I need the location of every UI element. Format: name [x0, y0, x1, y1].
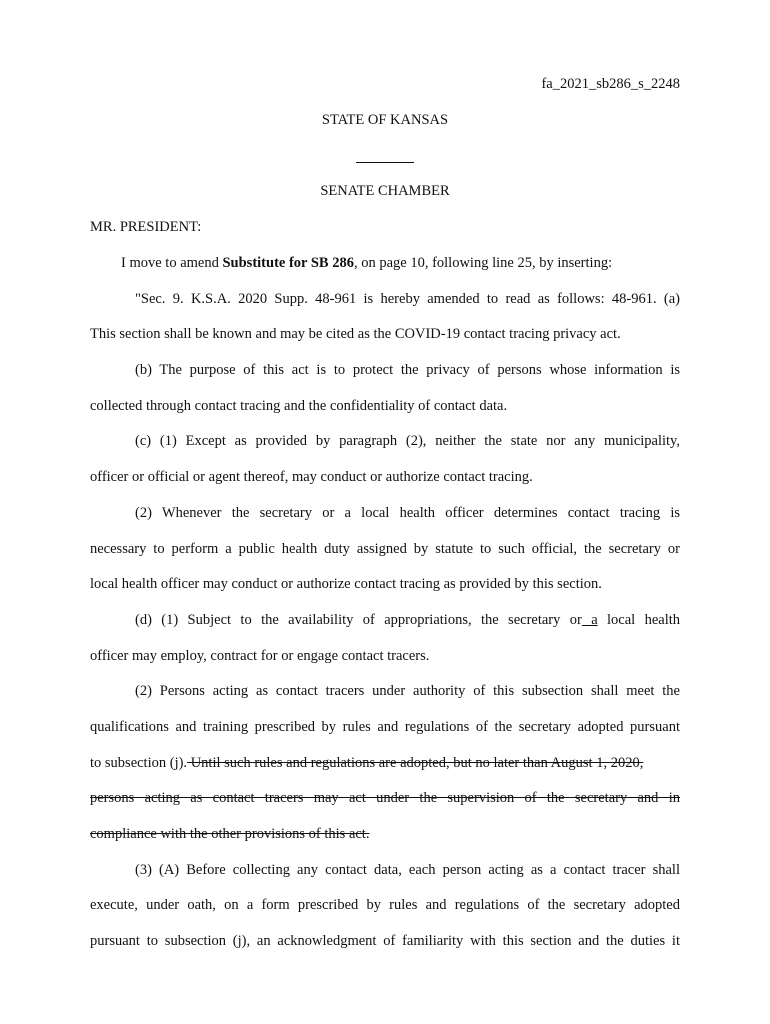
subsection-d3-line2: execute, under oath, on a form prescribed by rules and regulations of the secretary adopted — [90, 897, 680, 913]
subsection-c2-line1: (2) Whenever the secretary or a local health officer determines contact tracing is — [135, 505, 680, 521]
state-heading: STATE OF KANSAS — [321, 112, 449, 128]
motion-pre: I move to amend — [121, 255, 223, 271]
motion-line — [121, 254, 612, 272]
subsection-c1-line2: officer or official or agent thereof, may conduct or authorize contact tracing. — [90, 469, 533, 485]
chamber-heading: SENATE CHAMBER — [320, 183, 450, 199]
stricken-text-line5: compliance with the other provisions of this act. — [90, 826, 370, 842]
stricken-text-line4: persons acting as contact tracers may act under the supervision of the secretary and in — [90, 790, 680, 806]
subsection-c2-line2: necessary to perform a public health duty assigned by statute to such official, the secretary or — [90, 541, 680, 557]
sec9-line2: This section shall be known and may be cited as the COVID-19 contact tracing privacy act. — [90, 326, 621, 342]
subsection-d2-line3 — [90, 754, 643, 772]
subsection-d1-line1 — [135, 611, 680, 629]
d1-pre: (d) (1) Subject to the availability of appropriations, the secretary or — [135, 612, 582, 628]
subsection-d3-line1: (3) (A) Before collecting any contact data, each person acting as a contact tracer shall — [135, 862, 680, 878]
subsection-b-line1: (b) The purpose of this act is to protect the privacy of persons whose information is — [135, 362, 680, 378]
subsection-b-line2: collected through contact tracing and the confidentiality of contact data. — [90, 398, 508, 414]
subsection-c1-line1: (c) (1) Except as provided by paragraph (2), neither the state nor any municipality, — [135, 433, 680, 449]
inserted-comma: , — [246, 933, 251, 949]
subsection-c2-line3: local health officer may conduct or authorize contact tracing as provided by this section. — [90, 576, 602, 592]
stricken-text: Until such rules and regulations are adopted, but no later than August 1, 2020, — [187, 755, 644, 771]
d2-line3-pre: to subsection (j). — [90, 755, 188, 771]
d1-post: local health — [597, 612, 681, 628]
subsection-d2-line2: qualifications and training prescribed by rules and regulations of the secretary adopted pursuant — [90, 719, 680, 735]
subsection-d1-line2: officer may employ, contract for or engage contact tracers. — [90, 648, 430, 664]
subsection-d3-line3 — [90, 932, 680, 950]
salutation: MR. PRESIDENT: — [90, 219, 202, 235]
motion-post: , on page 10, following line 25, by inserting: — [353, 255, 613, 271]
inserted-text: a — [581, 612, 598, 628]
heading-divider — [356, 162, 414, 163]
subsection-d2-line1: (2) Persons acting as contact tracers under authority of this subsection shall meet the — [135, 683, 680, 699]
d3-post: an acknowledgment of familiarity with this section and the duties it — [250, 933, 680, 949]
document-id: fa_2021_sb286_s_2248 — [541, 76, 680, 92]
sec9-line1: "Sec. 9. K.S.A. 2020 Supp. 48-961 is hereby amended to read as follows: 48-961. (a) — [135, 291, 680, 307]
bill-name: Substitute for SB 286 — [222, 255, 354, 271]
d3-pre: pursuant to subsection (j) — [90, 933, 247, 949]
